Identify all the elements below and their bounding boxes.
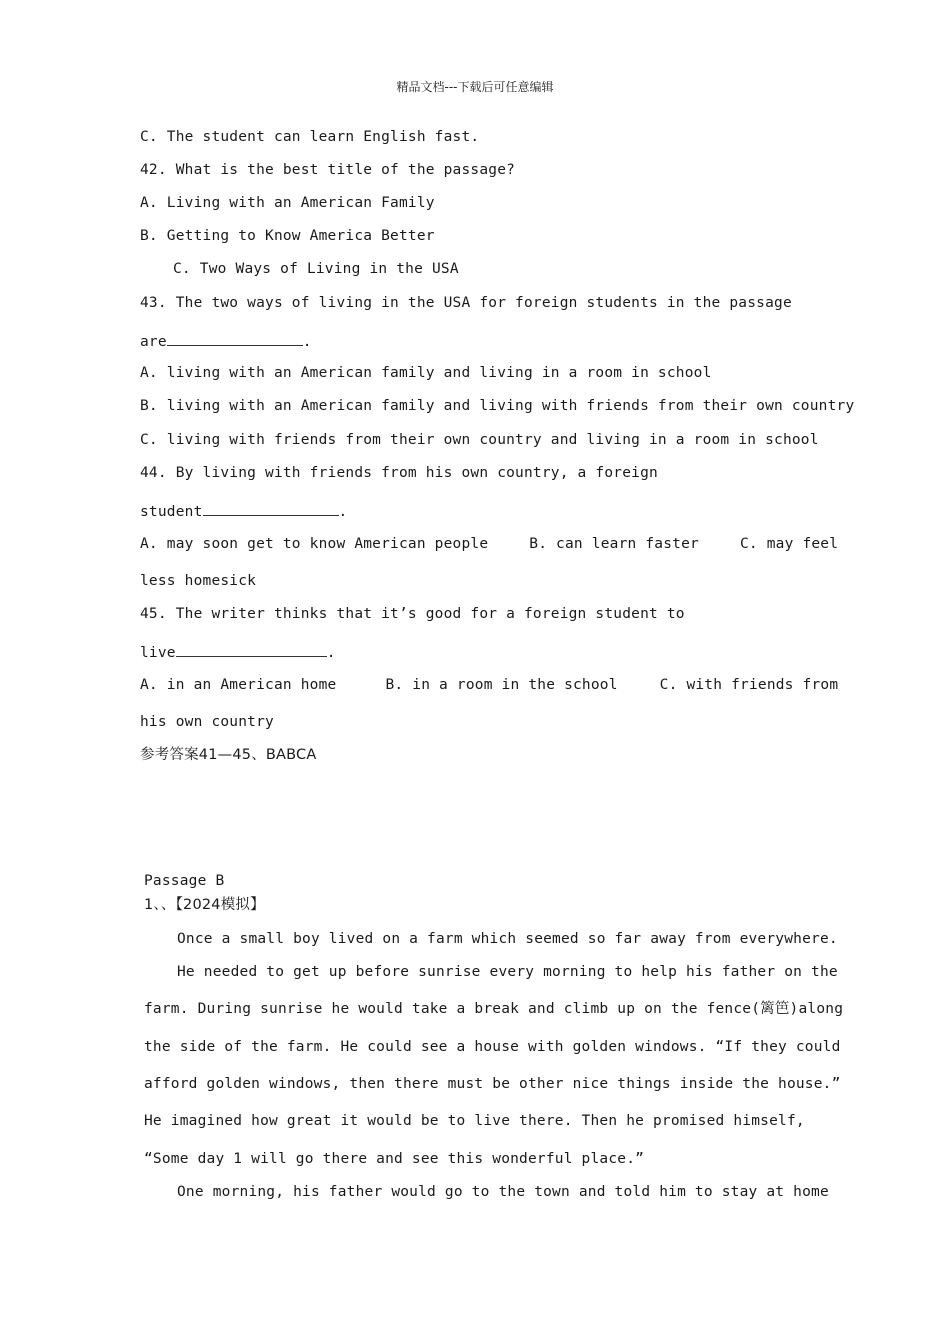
- q43-option-c: C. living with friends from their own country and living in a room in school: [140, 432, 819, 448]
- q42-option-b: B. Getting to Know America Better: [140, 228, 435, 244]
- q44-stem-tail: student .: [140, 501, 347, 521]
- passage-line: One morning, his father would go to the town and told him to stay at home: [177, 1184, 829, 1200]
- answer-blank: [203, 501, 339, 516]
- q44-option-c-cont: less homesick: [140, 573, 257, 589]
- page-header: 精品文档---下载后可任意编辑: [396, 80, 554, 94]
- passage-line: afford golden windows, then there must be other nice things inside the house.”: [144, 1076, 841, 1092]
- q45-options: [140, 676, 838, 694]
- passage-line: Once a small boy lived on a farm which seemed so far away from everywhere.: [177, 931, 838, 947]
- q45-option-c-cont: his own country: [140, 714, 274, 730]
- answer-blank: [167, 331, 303, 346]
- q44-stem: 44. By living with friends from his own country, a foreign: [140, 465, 658, 481]
- q43-stem-tail: are .: [140, 331, 312, 351]
- q42-stem: 42. What is the best title of the passage?: [140, 162, 516, 178]
- q45-tail-text: live: [140, 645, 176, 661]
- q44-option-c: C. may feel: [739, 536, 839, 552]
- q44-options: [140, 535, 838, 553]
- passage-line: He needed to get up before sunrise every morning to help his father on the: [177, 964, 838, 980]
- q45-option-c: C. with friends from: [659, 677, 839, 693]
- q41-option-c: C. The student can learn English fast.: [140, 129, 480, 145]
- q43-stem: 43. The two ways of living in the USA for foreign students in the passage: [140, 295, 792, 311]
- q43-tail-text: are: [140, 334, 167, 350]
- passage-line: He imagined how great it would be to live there. Then he promised himself,: [144, 1113, 805, 1129]
- q42-option-c: C. Two Ways of Living in the USA: [173, 261, 459, 277]
- passage-line: farm. During sunrise he would take a break and climb up on the fence(篱笆)along: [144, 1001, 844, 1017]
- q44-option-b: B. can learn faster: [529, 536, 699, 552]
- passage-title: Passage B: [144, 873, 225, 889]
- answer-key: 参考答案41—45、BABCA: [140, 747, 317, 763]
- q44-tail-text: student: [140, 504, 203, 520]
- q44-option-a: A. may soon get to know American people: [140, 536, 489, 552]
- q45-option-a: A. in an American home: [140, 677, 337, 693]
- q45-option-b: B. in a room in the school: [385, 677, 618, 693]
- passage-line: “Some day 1 will go there and see this wonderful place.”: [144, 1151, 645, 1167]
- passage-source: 1、、【2024模拟】: [144, 897, 265, 913]
- q43-option-b: B. living with an American family and living with friends from their own country: [140, 398, 855, 414]
- q43-option-a: A. living with an American family and living in a room in school: [140, 365, 712, 381]
- q45-stem-tail: live .: [140, 642, 336, 662]
- q42-option-a: A. Living with an American Family: [140, 195, 435, 211]
- passage-line: the side of the farm. He could see a house with golden windows. “If they could: [144, 1039, 841, 1055]
- answer-blank: [176, 642, 327, 657]
- q45-stem: 45. The writer thinks that it’s good for a foreign student to: [140, 606, 685, 622]
